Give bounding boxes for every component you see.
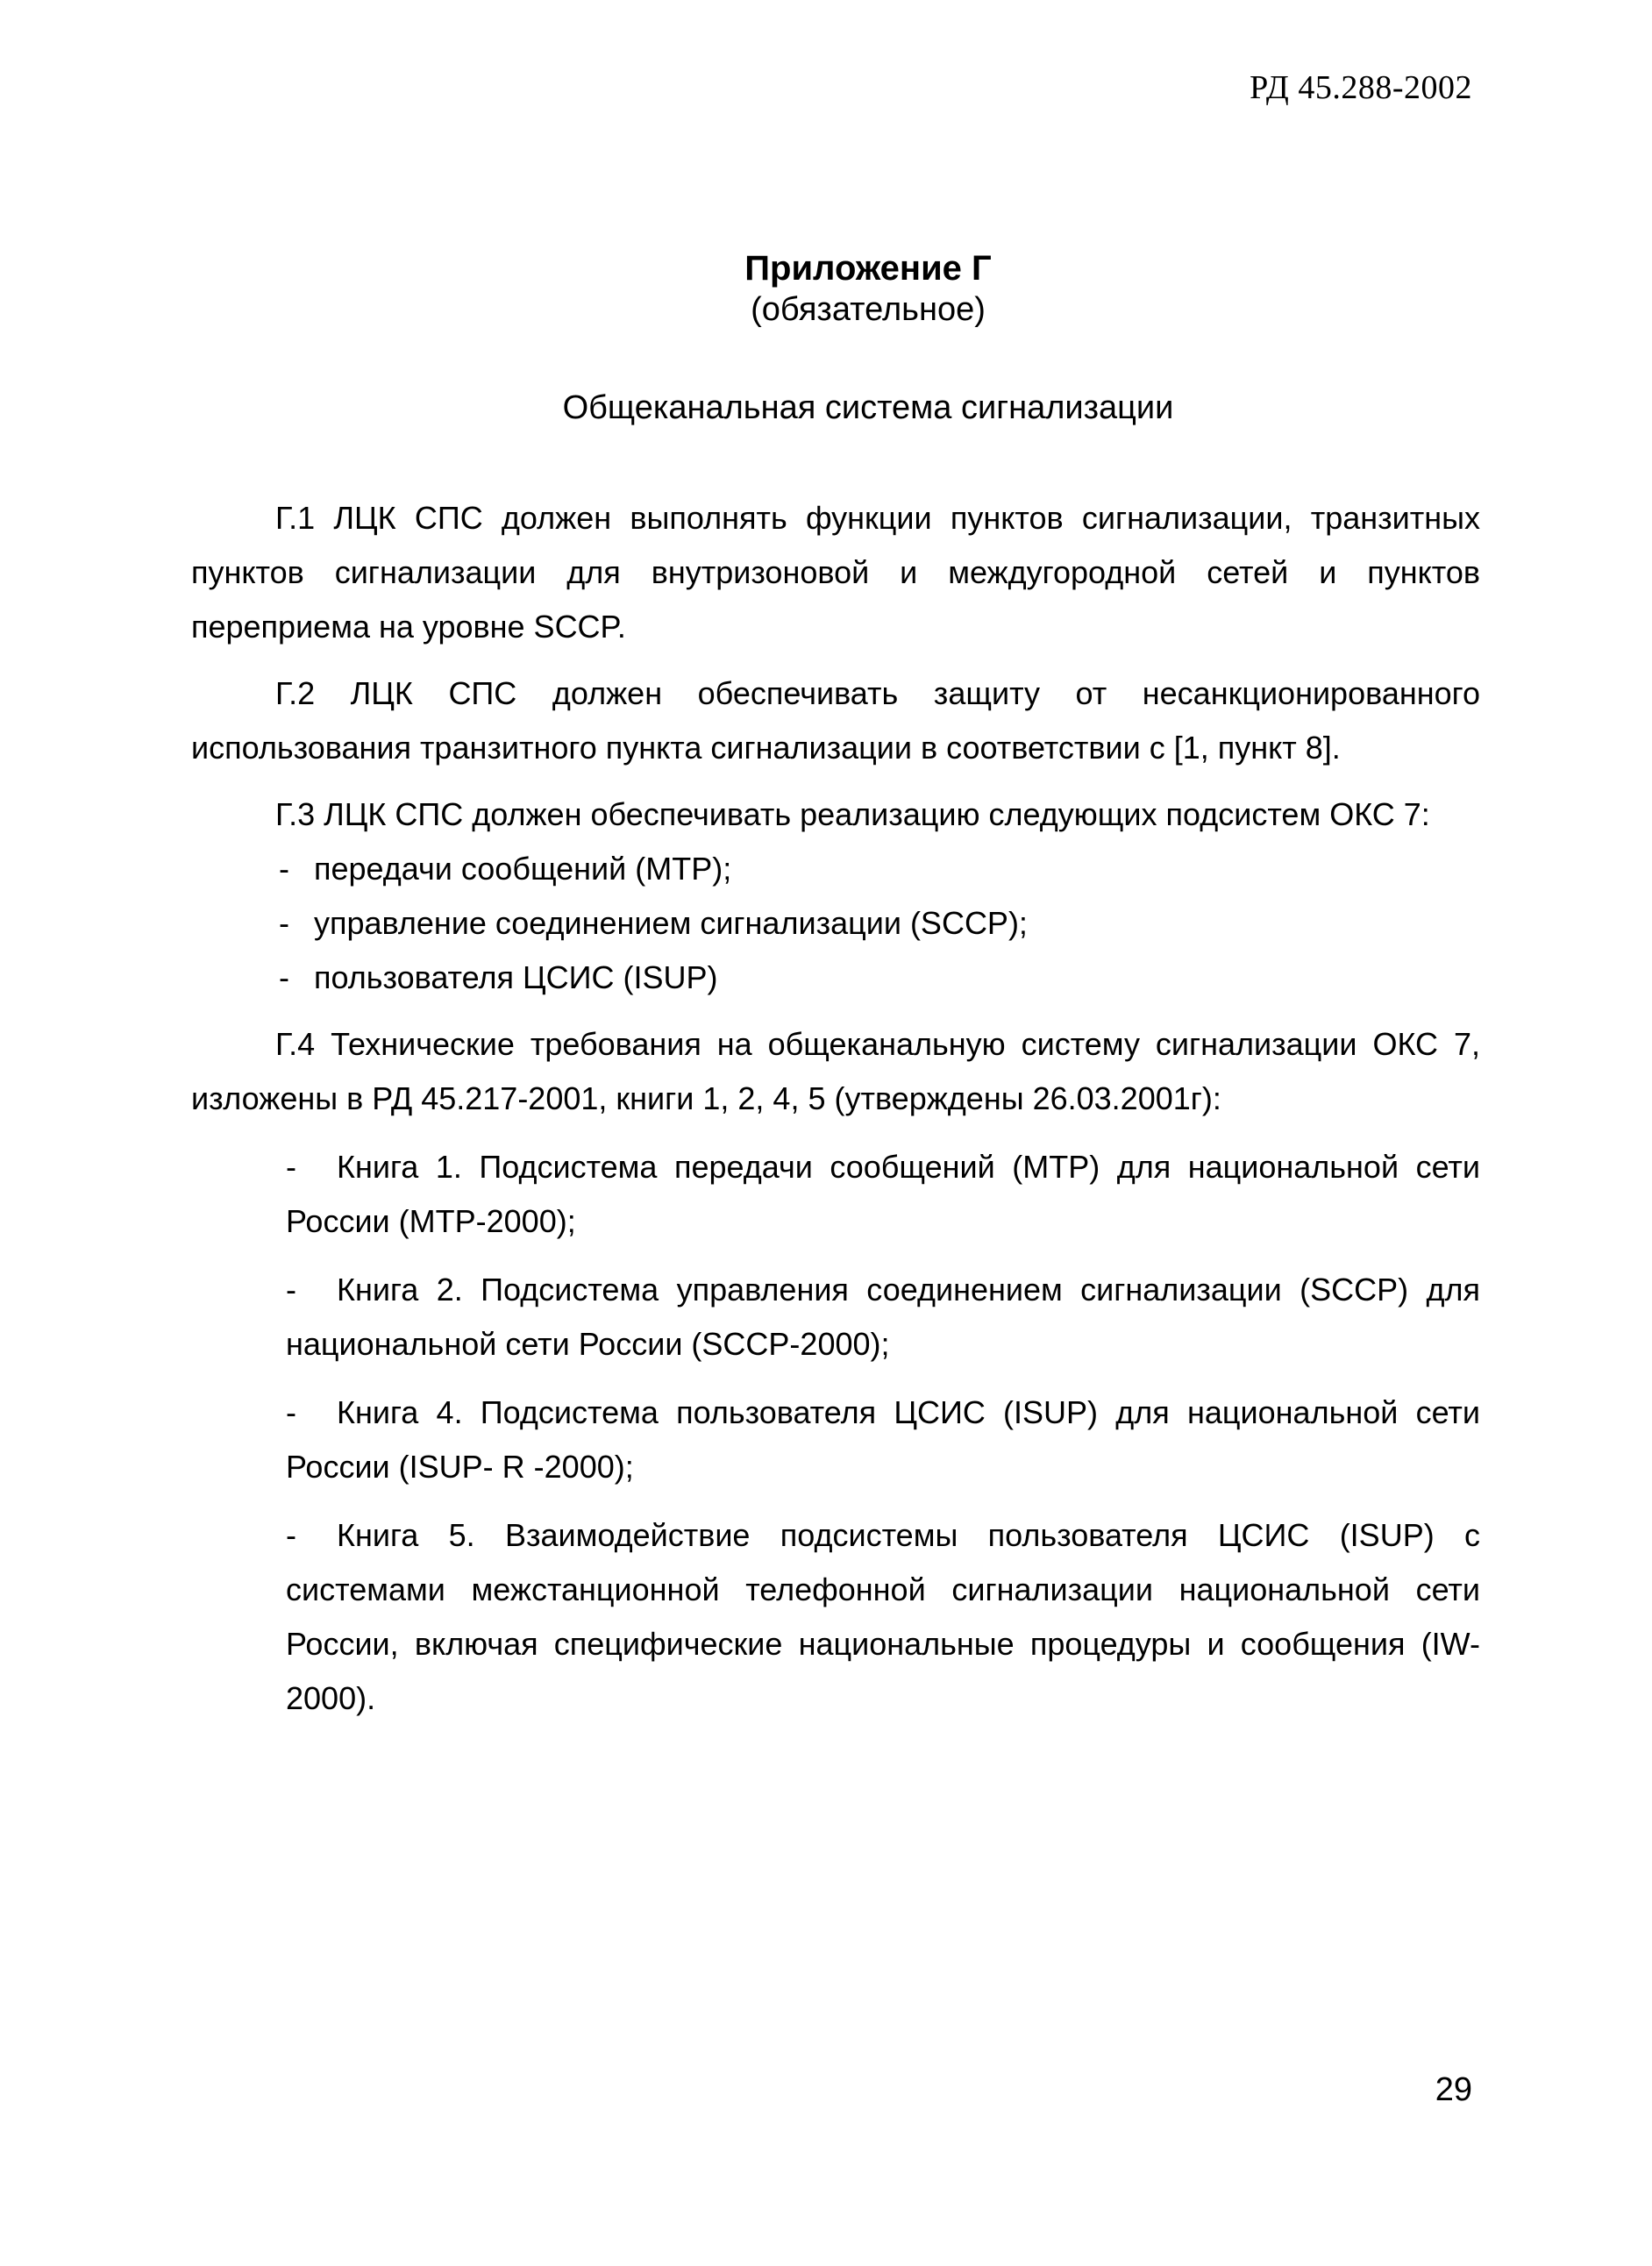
book-text: Книга 2. Подсистема управления соединением сигнализации (SCCP) для национальной сети России (SCCP-2000);: [286, 1272, 1480, 1362]
book-dash: -: [286, 1517, 296, 1553]
list-dash: -: [279, 959, 289, 995]
page-number: 29: [1435, 2071, 1472, 2108]
paragraph-g2: Г.2 ЛЦК СПС должен обеспечивать защиту от несанкционированного использования транзитного пункта сигнализации в соответствии с [1, пункт 8].: [191, 675, 1480, 766]
section-title: Общеканальная система сигнализации: [562, 389, 1174, 426]
list-item-text: передачи сообщений (МТР);: [314, 851, 732, 887]
book-dash: -: [286, 1149, 296, 1185]
list-dash: -: [279, 905, 289, 941]
book-text: Книга 4. Подсистема пользователя ЦСИС (ISUP) для национальной сети России (ISUP- R -2000);: [286, 1394, 1480, 1485]
list-item-text: пользователя ЦСИС (ISUP): [314, 959, 718, 995]
appendix-title: Приложение Г: [744, 249, 992, 288]
list-item: [191, 896, 1480, 951]
paragraph-g3: Г.3 ЛЦК СПС должен обеспечивать реализацию следующих подсистем ОКС 7:: [275, 796, 1430, 832]
book-dash: -: [286, 1394, 296, 1430]
list-item: [191, 951, 1480, 1005]
book-item: [191, 1386, 1480, 1494]
book-text: Книга 5. Взаимодействие подсистемы пользователя ЦСИС (ISUP) с системами межстанционной телефонной сигнализации национальной сети России, включая специфические национальные процедуры и сообщения (IW-2000).: [286, 1517, 1480, 1716]
list-item-text: управление соединением сигнализации (SCCP);: [314, 905, 1028, 941]
paragraph-g1: Г.1 ЛЦК СПС должен выполнять функции пунктов сигнализации, транзитных пунктов сигнализации для внутризоновой и междугородной сетей и пунктов переприема на уровне SCCP.: [191, 500, 1480, 645]
book-item: [191, 1508, 1480, 1726]
book-item: [191, 1140, 1480, 1249]
book-item: [191, 1263, 1480, 1372]
appendix-status: (обязательное): [751, 291, 986, 328]
document-body: [191, 491, 1480, 1726]
paragraph-g4: Г.4 Технические требования на общеканальную систему сигнализации ОКС 7, изложены в РД 45.217-2001, книги 1, 2, 4, 5 (утверждены 26.03.2001г):: [191, 1026, 1480, 1116]
list-dash: -: [279, 851, 289, 887]
document-code: РД 45.288-2002: [1250, 69, 1472, 106]
book-text: Книга 1. Подсистема передачи сообщений (МТР) для национальной сети России (МТР-2000);: [286, 1149, 1480, 1239]
list-item: [191, 842, 1480, 896]
book-dash: -: [286, 1272, 296, 1308]
